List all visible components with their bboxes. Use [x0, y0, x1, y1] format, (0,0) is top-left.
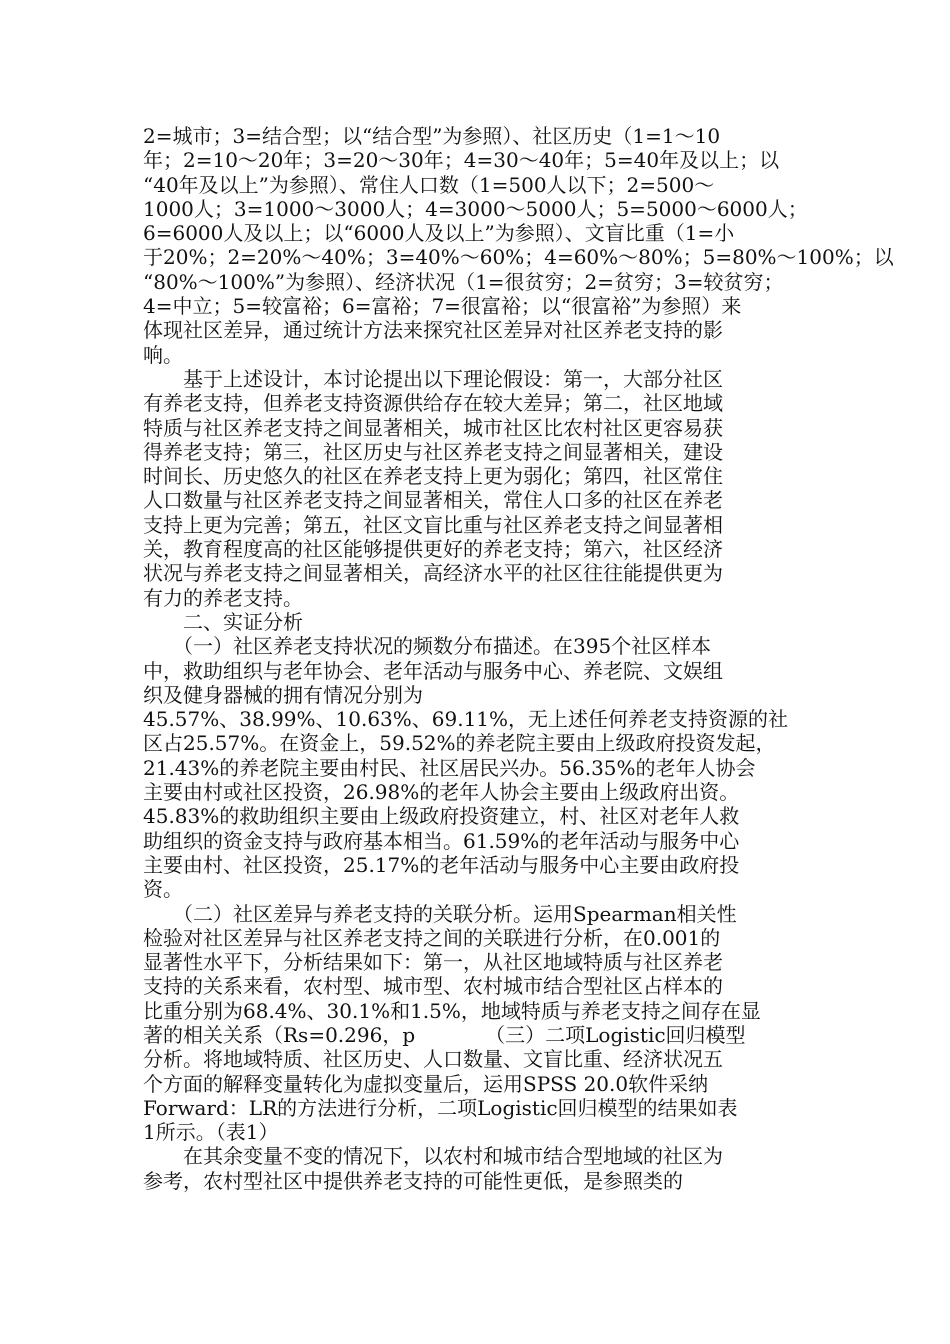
text-line: 检验对社区差异与社区养老支持之间的关联进行分析，在0.001的 — [143, 925, 721, 950]
text-line: 特质与社区养老支持之间显著相关，城市社区比农村社区更容易获 — [143, 415, 723, 440]
text-line: “40年及以上”为参照）、常住人口数（1=500人以下；2=500～ — [143, 172, 715, 197]
text-line: 在其余变量不变的情况下，以农村和城市结合型地域的社区为 — [143, 1144, 723, 1169]
text-line: 基于上述设计，本讨论提出以下理论假设：第一，大部分社区 — [143, 366, 723, 391]
text-line: 4=中立；5=较富裕；6=富裕；7=很富裕；以“很富裕”为参照）来 — [143, 294, 742, 319]
text-line: 2=城市；3=结合型；以“结合型”为参照）、社区历史（1=1～10 — [143, 124, 721, 148]
text-line: 个方面的解释变量转化为虚拟变量后，运用SPSS 20.0软件采纳 — [143, 1071, 709, 1096]
text-line: 有养老支持，但养老支持资源供给存在较大差异；第二，社区地域 — [143, 391, 723, 416]
text-line: 支持的关系来看，农村型、城市型、农村城市结合型社区占样本的 — [143, 974, 723, 999]
text-line: 1000人；3=1000～3000人；4=3000～5000人；5=5000～6000人； — [143, 196, 808, 221]
text-line: 45.57%、38.99%、10.63%、69.11%，无上述任何养老支持资源的社 — [143, 707, 789, 732]
text-line: 资。 — [143, 877, 183, 902]
text-line: 响。 — [143, 342, 183, 367]
text-line: 支持上更为完善；第五，社区文盲比重与社区养老支持之间显著相 — [143, 512, 723, 537]
text-line: 参考，农村型社区中提供养老支持的可能性更低，是参照类的 — [143, 1168, 683, 1193]
text-line: “80%～100%”为参照）、经济状况（1=很贫穷；2=贫穷；3=较贫穷； — [143, 269, 784, 294]
text-line: 得养老支持；第三，社区历史与社区养老支持之间显著相关，建设 — [143, 439, 723, 464]
text-line: 时间长、历史悠久的社区在养老支持上更为弱化；第四，社区常住 — [143, 464, 723, 489]
text-line: 6=6000人及以上；以“6000人及以上”为参照）、文盲比重（1=小 — [143, 221, 735, 246]
text-line: 著的相关关系（Rs=0.296，p （三）二项Logistic回归模型 — [143, 1022, 746, 1047]
text-line: 于20%；2=20%～40%；3=40%～60%；4=60%～80%；5=80%～100%；以 — [143, 245, 894, 270]
text-line: （一）社区养老支持状况的频数分布描述。在395个社区样本 — [143, 634, 712, 659]
text-line: 织及健身器械的拥有情况分别为 — [143, 682, 423, 707]
text-line: 状况与养老支持之间显著相关，高经济水平的社区往往能提供更为 — [143, 561, 723, 586]
text-line: Forward：LR的方法进行分析，二项Logistic回归模型的结果如表 — [143, 1095, 738, 1120]
text-line: 助组织的资金支持与政府基本相当。61.59%的老年活动与服务中心 — [143, 828, 740, 853]
text-line: 关，教育程度高的社区能够提供更好的养老支持；第六，社区经济 — [143, 537, 723, 562]
text-line: 1所示。（表1） — [143, 1120, 279, 1145]
text-line: 分析。将地域特质、社区历史、人口数量、文盲比重、经济状况五 — [143, 1047, 723, 1072]
text-line: 二、实证分析 — [143, 609, 303, 634]
text-line: 45.83%的救助组织主要由上级政府投资建立，村、社区对老年人救 — [143, 804, 740, 829]
body-text — [143, 124, 894, 1193]
text-line: 中，救助组织与老年协会、老年活动与服务中心、养老院、文娱组 — [143, 658, 723, 683]
text-line: 比重分别为68.4%、30.1%和1.5%，地域特质与养老支持之间存在显 — [143, 998, 761, 1023]
text-line: 21.43%的养老院主要由村民、社区居民兴办。56.35%的老年人协会 — [143, 755, 756, 780]
text-line: 主要由村或社区投资，26.98%的老年人协会主要由上级政府出资。 — [143, 780, 740, 805]
text-line: 人口数量与社区养老支持之间显著相关，常住人口多的社区在养老 — [143, 488, 723, 513]
text-line: （二）社区差异与养老支持的关联分析。运用Spearman相关性 — [143, 901, 737, 926]
text-line: 主要由村、社区投资，25.17%的老年活动与服务中心主要由政府投 — [143, 852, 740, 877]
text-line: 显著性水平下，分析结果如下：第一，从社区地域特质与社区养老 — [143, 950, 723, 975]
text-line: 年；2=10～20年；3=20～30年；4=30～40年；5=40年及以上；以 — [143, 148, 780, 173]
text-line: 有力的养老支持。 — [143, 585, 303, 610]
text-line: 体现社区差异，通过统计方法来探究社区差异对社区养老支持的影 — [143, 318, 723, 343]
text-line: 区占25.57%。在资金上，59.52%的养老院主要由上级政府投资发起， — [143, 731, 776, 756]
